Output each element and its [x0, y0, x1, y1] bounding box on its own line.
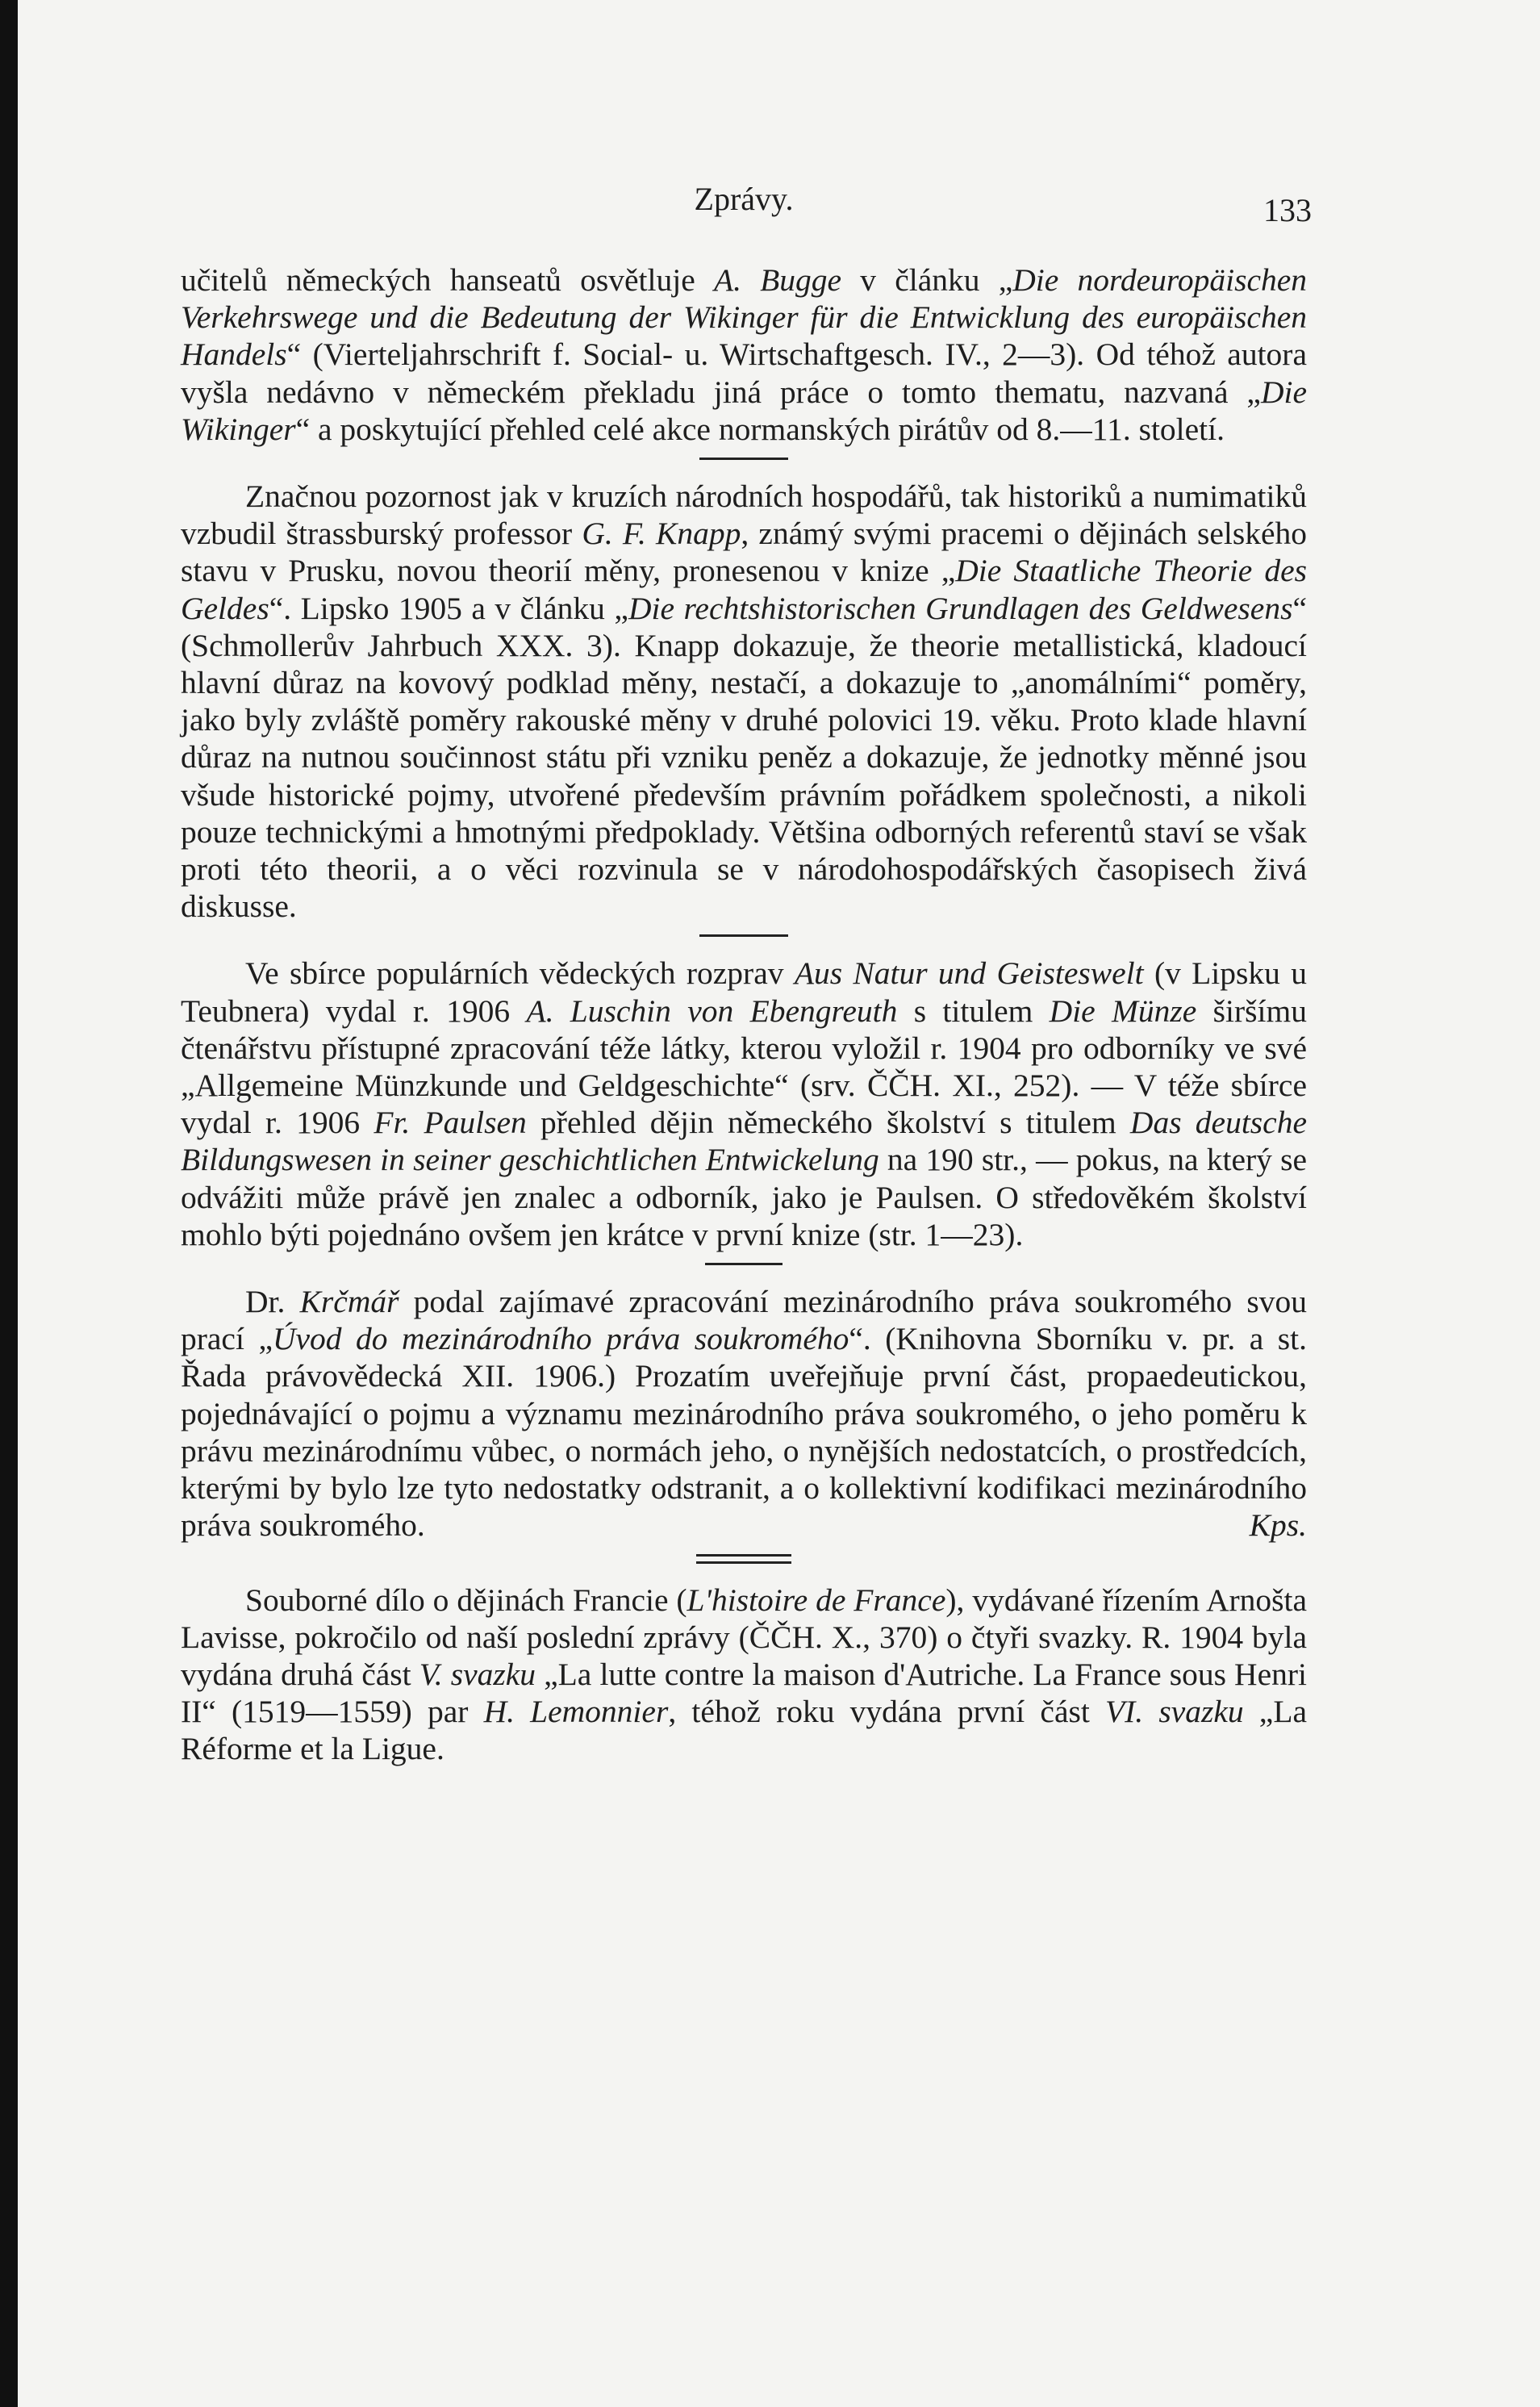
page-content [181, 176, 1312, 1768]
italic-run: Krčmář [299, 1284, 399, 1320]
text-run: „La lutte contre la maison d'Autriche. La France sous Henri II“ (1519—1559) par [181, 1656, 1307, 1730]
text-run: “ (Schmollerův Jahrbuch XXX. 3). Knapp dokazuje, že theorie metallistická, kladoucí hlavní důraz na kovový podklad měny, nestačí, a dokazuje to „anomálními“ poměry, jako byly zvláště poměry rakouské měny v druhé polovici 19. věku. Proto klade hlavní důraz na nutnou součinnost státu při vzniku peněz a dokazuje, že jednotky měnné jsou všude historické pojmy, utvořené především právním pořádkem společnosti, a nikoli pouze technickými a hmotnými předpoklady. Většina odborných referentů staví se však proti této theorii, a o věci rozvinula se v národohospodářských časopisech živá diskusse. [181, 590, 1307, 925]
text-run: s titulem [897, 992, 1050, 1029]
italic-run: A. Luschin von Ebengreuth [526, 992, 898, 1029]
text-run: , téhož roku vydána první část [668, 1694, 1105, 1730]
italic-run: Das deutsche Bildungswesen in seiner geschichtlichen Entwickelung [181, 1105, 1307, 1178]
text-run: na 190 str., — pokus, na který se odvážiti může právě jen znalec a odborník, jako je Paulsen. O středověkém školství mohlo býti pojednáno ovšem jen krátce v první knize (str. 1—23). [181, 1142, 1307, 1252]
double-divider [696, 1554, 791, 1564]
italic-run: Aus Natur und Geisteswelt [794, 955, 1144, 992]
section-divider [699, 934, 788, 937]
paragraph-krcmar-text [181, 1284, 1307, 1543]
page-number: 133 [1263, 192, 1312, 228]
text-run: Ve sbírce populárních vědeckých rozprav [245, 955, 795, 992]
scan-border-left [0, 0, 18, 2407]
paragraph-lavisse [181, 1582, 1307, 1768]
italic-run: Die Wikinger [181, 374, 1307, 447]
text-run: širšímu čtenářstvu přístupné zpracování téže látky, kterou vyložil r. 1904 pro odborníky ve své „Allgemeine Münzkunde und Geldgeschichte“ (srv. ČČH. XI., 252). — V téže sbírce vydal r. 1906 [181, 992, 1307, 1141]
section-divider [705, 1263, 783, 1265]
paragraph-knapp [181, 478, 1307, 925]
italic-run: H. Lemonnier [483, 1694, 669, 1730]
italic-run: Úvod do mezinárodního práva soukromého [272, 1321, 849, 1357]
page-header [181, 176, 1312, 228]
italic-run: Die Münze [1049, 992, 1197, 1029]
page [18, 0, 1540, 2407]
paragraph-luschin-paulsen [181, 955, 1307, 1253]
author-signature: Kps. [1249, 1507, 1307, 1544]
text-run: “. (Knihovna Sborníku v. pr. a st. Řada právovědecká XII. 1906.) Prozatím uveřejňuje první část, propaedeutickou, pojednávající o pojmu a významu mezinárodního práva soukromého, o jeho poměru k právu mezinárodnímu vůbec, o normách jeho, o nynějších nedostatcích, o prostředcích, kterými by bylo lze tyto nedostatky odstranit, a o kollektivní kodifikaci mezinárodního práva soukromého. [181, 1321, 1307, 1544]
italic-run: VI. svazku [1105, 1694, 1244, 1730]
text-run: “. Lipsko 1905 a v článku „ [269, 590, 628, 626]
section-divider [699, 458, 788, 460]
text-run: Dr. [245, 1284, 300, 1320]
italic-run: Fr. Paulsen [374, 1105, 527, 1141]
paragraph-krcmar [181, 1283, 1307, 1544]
italic-run: L'histoire de France [687, 1582, 946, 1618]
italic-run: Die nordeuropäischen Verkehrswege und die Bedeutung der Wikinger für die Entwicklung des europäischen Handels [181, 262, 1308, 373]
text-run: učitelů německých hanseatů osvětluje [181, 262, 714, 298]
text-run: ), vydávané řízením Arnošta Lavisse, pokročilo od naší poslední zprávy (ČČH. X., 370) o čtyři svazky. R. 1904 byla vydána druhá část [181, 1582, 1307, 1692]
text-run: (v Lipsku u Teubnera) vydal r. 1906 [181, 955, 1307, 1029]
italic-run: G. F. Knapp [582, 516, 741, 552]
italic-run: Die Staatliche Theorie des Geldes [181, 553, 1307, 626]
text-run: , známý svými pracemi o dějinách selského stavu v Prusku, novou theorií měny, pronesenou v knize „ [181, 516, 1307, 589]
text-run: „La Réforme et la Ligue. [181, 1694, 1307, 1767]
italic-run: A. Bugge [713, 262, 842, 298]
text-run: Značnou pozornost jak v kruzích národních hospodářů, tak historiků a numimatiků vzbudil štrassburský professor [181, 478, 1307, 552]
text-run: přehled dějin německého školství s titulem [526, 1105, 1130, 1141]
text-run: “ a poskytující přehled celé akce normanských pirátův od 8.—11. století. [295, 411, 1225, 447]
text-run: “ (Vierteljahrschrift f. Social- u. Wirtschaftgesch. IV., 2—3). Od téhož autora vyšla nedávno v německém překladu jiná práce o tomto thematu, nazvaná „ [181, 336, 1307, 410]
italic-run: V. svazku [419, 1656, 536, 1692]
text-run: Souborné dílo o dějinách Francie ( [245, 1582, 687, 1618]
text-run: v článku „ [841, 262, 1013, 298]
paragraph-bugge [181, 261, 1307, 448]
running-title: Zprávy. [694, 181, 794, 217]
text-run: podal zajímavé zpracování mezinárodního práva soukromého svou prací „ [181, 1284, 1308, 1357]
italic-run: Die rechtshistorischen Grundlagen des Geldwesens [628, 590, 1293, 626]
